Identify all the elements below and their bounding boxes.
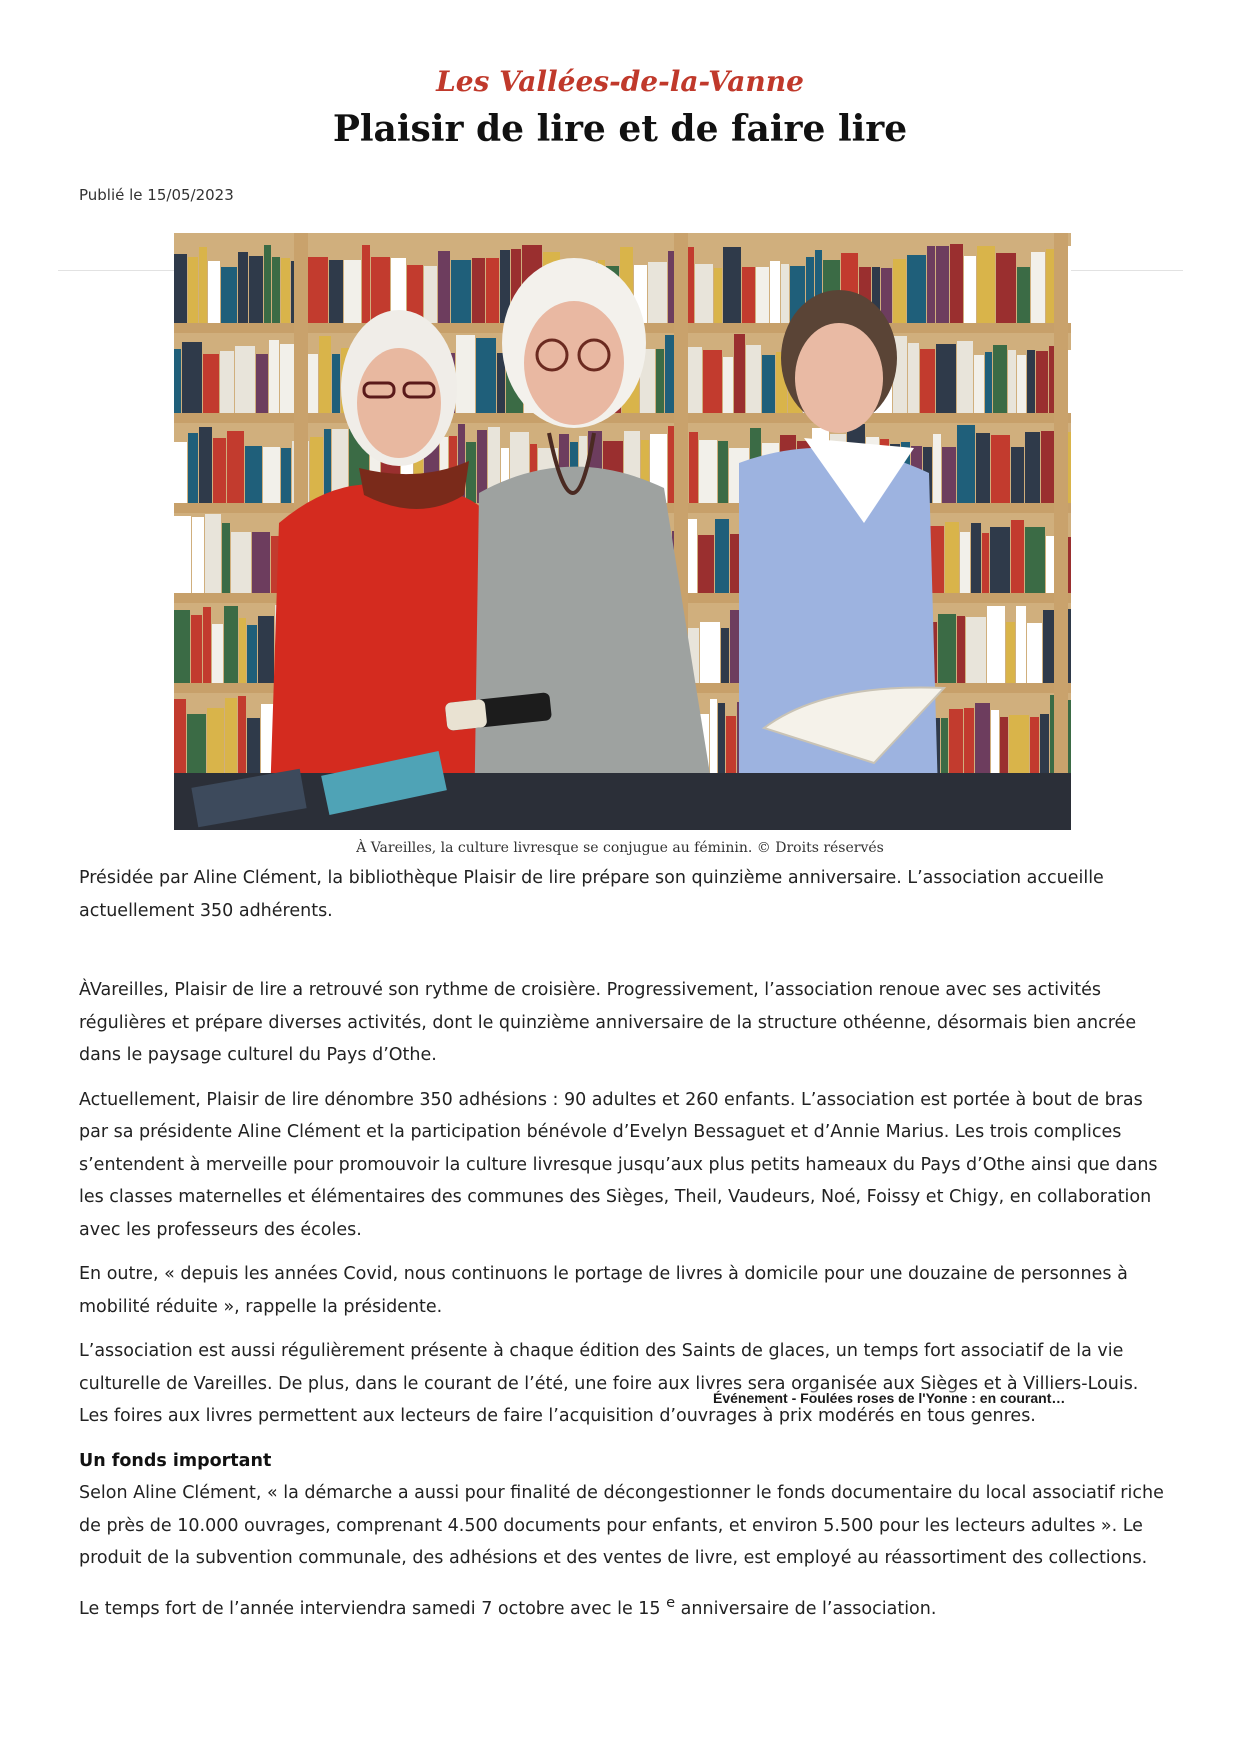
final-text-end: anniversaire de l’association. xyxy=(675,1598,937,1619)
section-kicker: Les Vallées-de-la-Vanne xyxy=(436,65,804,98)
article-paragraph: L’association est aussi régulièrement présente à chaque édition des Saints de glaces, un temps fort associatif de la vie culturelle de Vareilles. De plus, dans le courant de l’été, une foire aux livres sera organisée aux Sièges et à Villiers-Louis. Les foires aux livres permettent aux lecteurs de faire l’acquisition d’ouvrages à prix modérés en tous genres. xyxy=(79,1341,1139,1426)
article-title: Plaisir de lire et de faire lire xyxy=(332,108,908,150)
article-paragraph: En outre, « depuis les années Covid, nous continuons le portage de livres à domicile pour une douzaine de personnes à mobilité réduite », rappelle la présidente. xyxy=(79,1264,1128,1317)
bookshelf-portrait-illustration xyxy=(174,233,1071,830)
article-subheading: Un fonds important xyxy=(79,1450,272,1471)
publication-date: Publié le 15/05/2023 xyxy=(79,186,234,204)
article-photo xyxy=(174,233,1071,830)
final-text-start: Le temps fort de l’année interviendra samedi 7 octobre avec le 15 xyxy=(79,1598,667,1619)
related-event-link[interactable]: Événement - Foulées roses de l'Yonne : en courant… xyxy=(713,1390,1066,1406)
article-paragraph: Selon Aline Clément, « la démarche a aussi pour finalité de décongestionner le fonds documentaire du local associatif riche de près de 10.000 ouvrages, comprenant 4.500 documents pour enfants, et environ 5.500 pour les lecteurs adultes ». Le produit de la subvention communale, des adhésions et des ventes de livre, est employé au réassortiment des collections. xyxy=(79,1483,1164,1568)
article-paragraph: Actuellement, Plaisir de lire dénombre 350 adhésions : 90 adultes et 260 enfants. L’association est portée à bout de bras par sa présidente Aline Clément et la participation bénévole d’Evelyn Bessaguet et d’Annie Marius. Les trois complices s’entendent à merveille pour promouvoir la culture livresque jusqu’aux plus petits hameaux du Pays d’Othe ainsi que dans les classes maternelles et élémentaires des communes des Sièges, Theil, Vaudeurs, Noé, Foissy et Chigy, en collaboration avec les professeurs des écoles. xyxy=(79,1089,1158,1240)
article-body xyxy=(79,862,1169,1637)
article-lead: Présidée par Aline Clément, la bibliothèque Plaisir de lire prépare son quinzième anniversaire. L’association accueille actuellement 350 adhérents. xyxy=(79,868,1104,921)
article-paragraph-final xyxy=(79,1587,1169,1625)
photo-caption: À Vareilles, la culture livresque se conjugue au féminin. © Droits réservés xyxy=(356,840,884,856)
article-paragraph: ÀVareilles, Plaisir de lire a retrouvé son rythme de croisière. Progressivement, l’association renoue avec ses activités régulières et prépare diverses activités, dont le quinzième anniversaire de la structure othéenne, désormais bien ancrée dans le paysage culturel du Pays d’Othe. xyxy=(79,980,1137,1065)
ordinal-superscript: e xyxy=(666,1593,676,1611)
